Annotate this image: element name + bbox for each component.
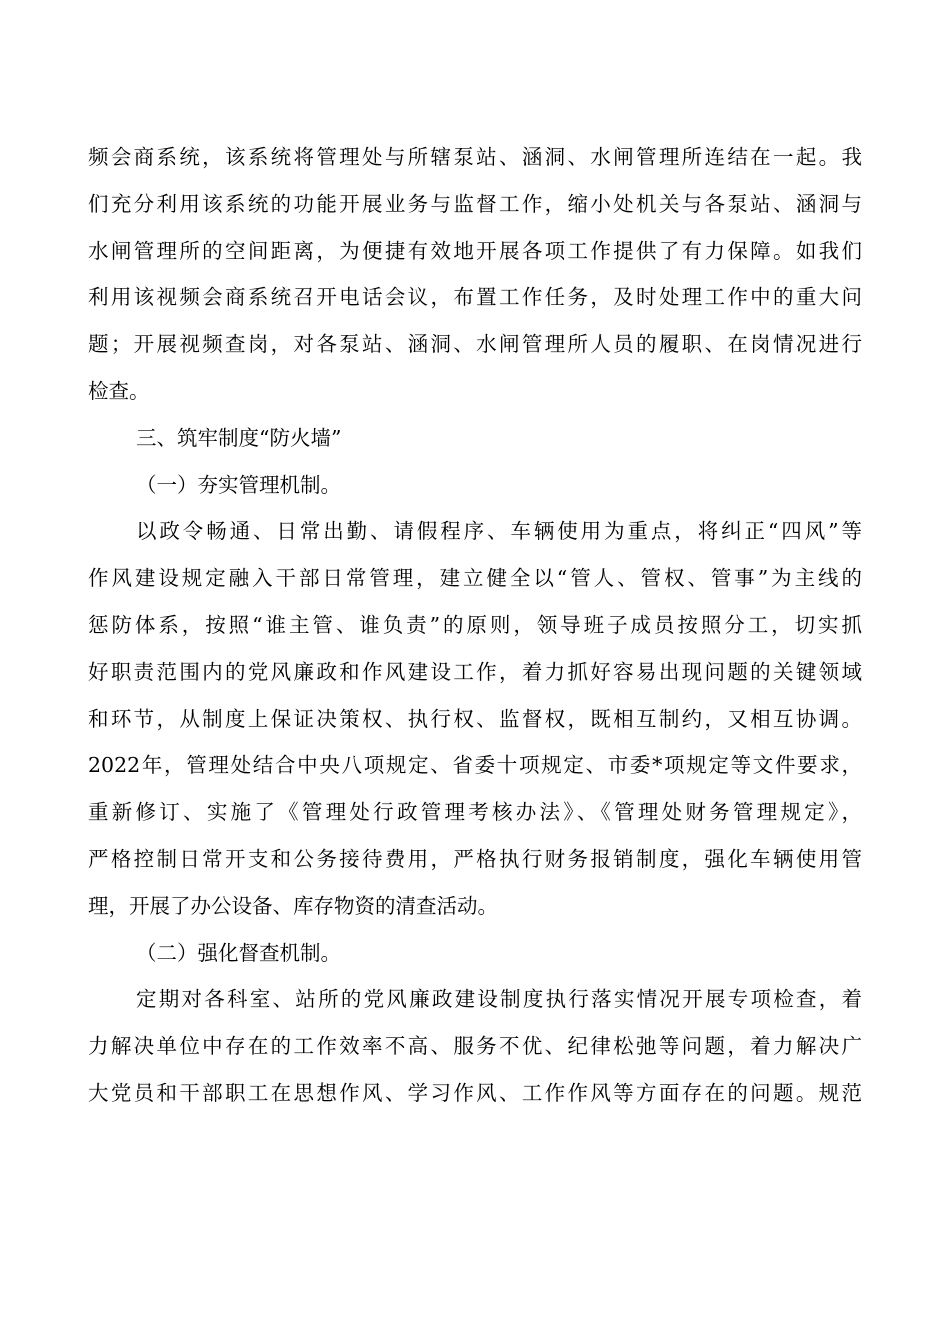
text-line: 2022年，管理处结合中央八项规定、省委十项规定、市委*项规定等文件要求， [88, 753, 862, 778]
text-line: 以政令畅通、日常出勤、请假程序、车辆使用为重点，将纠正“四风”等 [136, 519, 862, 544]
text-line: 和环节，从制度上保证决策权、执行权、监督权，既相互制约，又相互协调。 [88, 706, 862, 731]
text-line: （二）强化督查机制。 [136, 940, 341, 965]
text-line: 重新修订、实施了《管理处行政管理考核办法》、《管理处财务管理规定》， [88, 800, 862, 825]
text-line: 力解决单位中存在的工作效率不高、服务不优、纪律松弛等问题，着力解决广 [88, 1034, 862, 1059]
text-line: 水闸管理所的空间距离，为便捷有效地开展各项工作提供了有力保障。如我们 [88, 238, 862, 263]
text-line: 严格控制日常开支和公务接待费用，严格执行财务报销制度，强化车辆使用管 [88, 846, 862, 871]
document-body [88, 134, 862, 1117]
text-line: 三、筑牢制度“防火墙” [136, 425, 342, 450]
text-line: （一）夯实管理机制。 [136, 472, 341, 497]
text-line: 定期对各科室、站所的党风廉政建设制度执行落实情况开展专项检查，着 [136, 987, 862, 1012]
text-line: 作风建设规定融入干部日常管理，建立健全以“管人、管权、管事”为主线的 [88, 566, 862, 591]
text-line: 频会商系统，该系统将管理处与所辖泵站、涵洞、水闸管理所连结在一起。我 [88, 145, 862, 169]
text-line: 们充分利用该系统的功能开展业务与监督工作，缩小处机关与各泵站、涵洞与 [88, 191, 862, 216]
text-line: 好职责范围内的党风廉政和作风建设工作，着力抓好容易出现问题的关键领域 [88, 659, 862, 684]
text-line: 惩防体系，按照“谁主管、谁负责”的原则，领导班子成员按照分工，切实抓 [88, 612, 862, 637]
text-line: 题；开展视频查岗，对各泵站、涵洞、水闸管理所人员的履职、在岗情况进行 [88, 332, 862, 357]
text-line: 大党员和干部职工在思想作风、学习作风、工作作风等方面存在的问题。规范 [88, 1080, 862, 1105]
text-line: 检查。 [88, 378, 150, 403]
text-line: 理，开展了办公设备、库存物资的清查活动。 [88, 893, 498, 918]
text-line: 利用该视频会商系统召开电话会议，布置工作任务，及时处理工作中的重大问 [88, 285, 862, 310]
